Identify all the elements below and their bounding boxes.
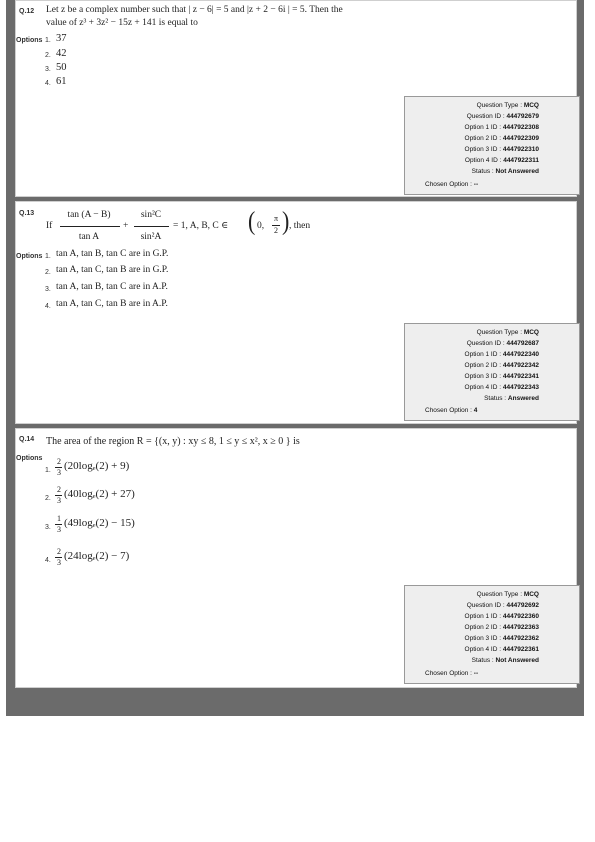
info-option2-id bbox=[465, 362, 539, 369]
info-option1-id bbox=[465, 124, 539, 131]
info-label: Option 3 ID : bbox=[464, 146, 502, 153]
question-number: Q.12 bbox=[19, 8, 35, 15]
info-value: 4447922341 bbox=[502, 373, 539, 380]
info-value: 4447922342 bbox=[502, 362, 539, 369]
fraction-numerator: tan (A − B) bbox=[67, 210, 111, 220]
info-option1-id bbox=[465, 613, 539, 620]
info-value: 4447922311 bbox=[503, 157, 539, 164]
info-option2-id bbox=[465, 135, 539, 142]
info-label: Status : bbox=[484, 395, 507, 402]
option-number: 4. bbox=[45, 557, 51, 564]
info-label: Option 3 ID : bbox=[464, 635, 502, 642]
info-value: 444792687 bbox=[506, 340, 539, 347]
option-fraction-numerator: 1 bbox=[57, 514, 61, 523]
options-label: Options bbox=[16, 253, 43, 260]
interval-start: 0, bbox=[257, 221, 265, 231]
info-value: 4447922308 bbox=[502, 124, 539, 131]
question-card-12 bbox=[15, 0, 577, 197]
option-number: 1. bbox=[45, 37, 51, 44]
info-option3-id bbox=[465, 635, 539, 642]
info-label: Chosen Option : bbox=[425, 407, 472, 414]
info-label: Option 1 ID : bbox=[464, 351, 502, 358]
info-option4-id bbox=[465, 157, 539, 164]
option-number: 2. bbox=[45, 52, 51, 59]
info-chosen-option bbox=[425, 181, 478, 188]
info-label: Status : bbox=[471, 168, 494, 175]
info-value: 4447922310 bbox=[502, 146, 539, 153]
info-label: Option 2 ID : bbox=[464, 624, 502, 631]
info-label: Option 2 ID : bbox=[464, 362, 502, 369]
info-label: Option 3 ID : bbox=[464, 373, 502, 380]
info-label: Question Type : bbox=[476, 591, 523, 598]
info-value: 4447922340 bbox=[502, 351, 539, 358]
option-fraction-numerator: 2 bbox=[57, 457, 61, 466]
chosen-value: -- bbox=[473, 181, 479, 188]
option-fraction-denominator: 3 bbox=[57, 496, 61, 505]
question-info-panel bbox=[404, 323, 580, 421]
fraction-bar bbox=[134, 226, 169, 227]
option-number: 3. bbox=[45, 66, 51, 73]
info-label: Question Type : bbox=[476, 102, 523, 109]
info-value: MCQ bbox=[523, 102, 539, 109]
info-value: 4447922360 bbox=[502, 613, 539, 620]
option-fraction-denominator: 3 bbox=[57, 468, 61, 477]
info-status bbox=[472, 657, 539, 664]
fraction-denominator: sin²A bbox=[140, 232, 162, 242]
paren-open: ( bbox=[248, 205, 256, 236]
fraction-bar bbox=[60, 226, 120, 227]
question-info-panel bbox=[404, 96, 580, 195]
question-info-panel bbox=[404, 585, 580, 684]
question-card-14 bbox=[15, 428, 577, 688]
option-number: 3. bbox=[45, 286, 51, 293]
option-text: 61 bbox=[56, 76, 67, 87]
option-number: 4. bbox=[45, 303, 51, 310]
option-text: 42 bbox=[56, 48, 67, 59]
info-label: Option 4 ID : bbox=[464, 157, 502, 164]
fraction-denominator: tan A bbox=[78, 232, 100, 242]
chosen-value: 4 bbox=[473, 407, 478, 414]
info-option3-id bbox=[465, 146, 539, 153]
status-value: Not Answered bbox=[495, 168, 539, 175]
info-question-type bbox=[477, 329, 539, 336]
option-expression: (24logₑ(2) − 7) bbox=[64, 550, 130, 562]
option-fraction-denominator: 3 bbox=[57, 525, 61, 534]
info-question-type bbox=[477, 102, 539, 109]
fraction-numerator: sin²C bbox=[140, 210, 162, 220]
info-value: 444792692 bbox=[506, 602, 539, 609]
status-value: Not Answered bbox=[495, 657, 539, 664]
question-text-line: value of z³ + 3z² − 15z + 141 is equal to bbox=[46, 18, 198, 28]
info-label: Chosen Option : bbox=[425, 670, 472, 677]
option-text: tan A, tan B, tan C are in A.P. bbox=[56, 282, 168, 292]
info-chosen-option bbox=[425, 670, 478, 677]
question-number: Q.13 bbox=[19, 210, 35, 217]
info-value: 4447922361 bbox=[502, 646, 539, 653]
info-value: MCQ bbox=[523, 591, 539, 598]
option-fraction-numerator: 2 bbox=[57, 485, 61, 494]
info-option4-id bbox=[465, 646, 539, 653]
option-number: 2. bbox=[45, 495, 51, 502]
info-option3-id bbox=[465, 373, 539, 380]
question-number: Q.14 bbox=[19, 436, 35, 443]
formula-middle: = 1, A, B, C ∈ bbox=[173, 221, 229, 231]
info-value: 444792679 bbox=[506, 113, 539, 120]
info-question-id bbox=[467, 340, 539, 347]
option-text: tan A, tan C, tan B are in G.P. bbox=[56, 265, 169, 275]
info-value: 4447922363 bbox=[502, 624, 539, 631]
info-option2-id bbox=[465, 624, 539, 631]
question-card-13 bbox=[15, 201, 577, 424]
option-fraction-numerator: 2 bbox=[57, 547, 61, 556]
option-expression: (20logₑ(2) + 9) bbox=[64, 460, 130, 472]
info-option4-id bbox=[465, 384, 539, 391]
formula-suffix: , then bbox=[289, 221, 311, 231]
info-label: Status : bbox=[471, 657, 494, 664]
info-label: Option 2 ID : bbox=[464, 135, 502, 142]
chosen-value: -- bbox=[473, 670, 479, 677]
pi-denominator: 2 bbox=[274, 226, 278, 235]
info-value: 4447922309 bbox=[502, 135, 539, 142]
info-option1-id bbox=[465, 351, 539, 358]
info-label: Chosen Option : bbox=[425, 181, 472, 188]
info-label: Option 4 ID : bbox=[464, 646, 502, 653]
options-label: Options bbox=[16, 455, 43, 462]
paren-close: ) bbox=[282, 205, 290, 236]
info-label: Question Type : bbox=[476, 329, 523, 336]
option-text: tan A, tan B, tan C are in G.P. bbox=[56, 249, 169, 259]
plus-sign: + bbox=[123, 221, 129, 231]
option-text: tan A, tan C, tan B are in A.P. bbox=[56, 299, 168, 309]
question-text-line: Let z be a complex number such that | z − 6| = 5 and |z + 2 − 6i | = 5. Then the bbox=[46, 5, 343, 15]
option-number: 3. bbox=[45, 524, 51, 531]
option-number: 4. bbox=[45, 80, 51, 87]
option-number: 2. bbox=[45, 269, 51, 276]
options-label: Options bbox=[16, 37, 43, 44]
info-label: Question ID : bbox=[466, 602, 505, 609]
option-fraction-denominator: 3 bbox=[57, 558, 61, 567]
info-chosen-option bbox=[425, 407, 477, 414]
formula-prefix: If bbox=[46, 221, 53, 231]
option-number: 1. bbox=[45, 467, 51, 474]
info-status bbox=[472, 168, 539, 175]
info-value: 4447922362 bbox=[502, 635, 539, 642]
info-label: Question ID : bbox=[466, 113, 505, 120]
info-value: 4447922343 bbox=[502, 384, 539, 391]
question-text bbox=[46, 4, 343, 30]
info-value: MCQ bbox=[523, 329, 539, 336]
info-label: Option 1 ID : bbox=[464, 124, 502, 131]
option-text: 50 bbox=[56, 62, 67, 73]
option-expression: (49logₑ(2) − 15) bbox=[64, 517, 135, 529]
option-expression: (40logₑ(2) + 27) bbox=[64, 488, 135, 500]
info-label: Option 4 ID : bbox=[464, 384, 502, 391]
question-text: The area of the region R = {(x, y) : xy ≤ 8, 1 ≤ y ≤ x², x ≥ 0 } is bbox=[46, 436, 300, 447]
option-number: 1. bbox=[45, 253, 51, 260]
info-label: Question ID : bbox=[466, 340, 505, 347]
pi-numerator: π bbox=[273, 214, 279, 223]
status-value: Answered bbox=[507, 395, 539, 402]
info-question-type bbox=[477, 591, 539, 598]
info-label: Option 1 ID : bbox=[464, 613, 502, 620]
info-question-id bbox=[467, 113, 539, 120]
info-status bbox=[484, 395, 539, 402]
option-text: 37 bbox=[56, 33, 67, 44]
info-question-id bbox=[467, 602, 539, 609]
